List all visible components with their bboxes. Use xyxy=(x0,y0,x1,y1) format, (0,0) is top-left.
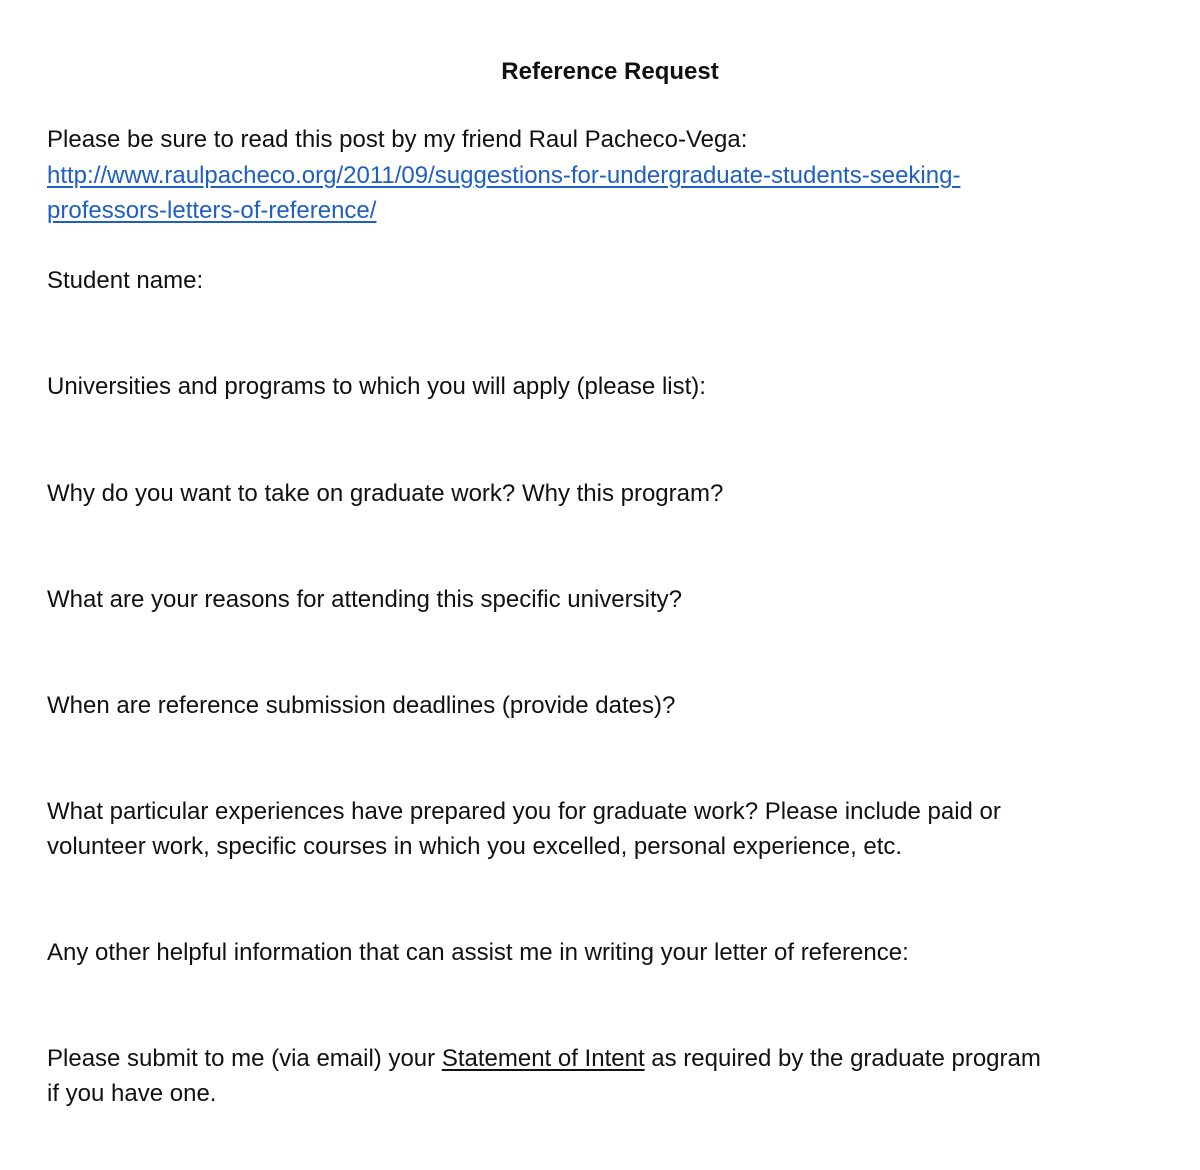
closing-line-2: if you have one. xyxy=(47,1080,217,1107)
reference-link-line-2[interactable]: professors-letters-of-reference/ xyxy=(47,197,377,224)
field-why-graduate-work: Why do you want to take on graduate work? Why this program? xyxy=(47,480,724,507)
field-student-name: Student name: xyxy=(47,267,204,294)
field-experiences-line-1: What particular experiences have prepared you for graduate work? Please include paid or xyxy=(47,798,1001,825)
document-title: Reference Request xyxy=(501,58,719,85)
field-universities-programs: Universities and programs to which you will apply (please list): xyxy=(47,373,706,400)
field-experiences-line-2: volunteer work, specific courses in which you excelled, personal experience, etc. xyxy=(47,833,903,860)
intro-text: Please be sure to read this post by my friend Raul Pacheco-Vega: xyxy=(47,126,748,153)
closing-suffix: as required by the graduate program xyxy=(644,1045,1041,1072)
reference-link-line-1[interactable]: http://www.raulpacheco.org/2011/09/suggestions-for-undergraduate-students-seeking- xyxy=(47,162,961,189)
field-reasons-university: What are your reasons for attending this specific university? xyxy=(47,586,682,613)
closing-line-1 xyxy=(47,1041,1177,1076)
field-other-info: Any other helpful information that can assist me in writing your letter of reference: xyxy=(47,939,909,966)
closing-prefix: Please submit to me (via email) your xyxy=(47,1045,442,1072)
field-deadlines: When are reference submission deadlines (provide dates)? xyxy=(47,692,676,719)
statement-of-intent: Statement of Intent xyxy=(441,1045,645,1072)
